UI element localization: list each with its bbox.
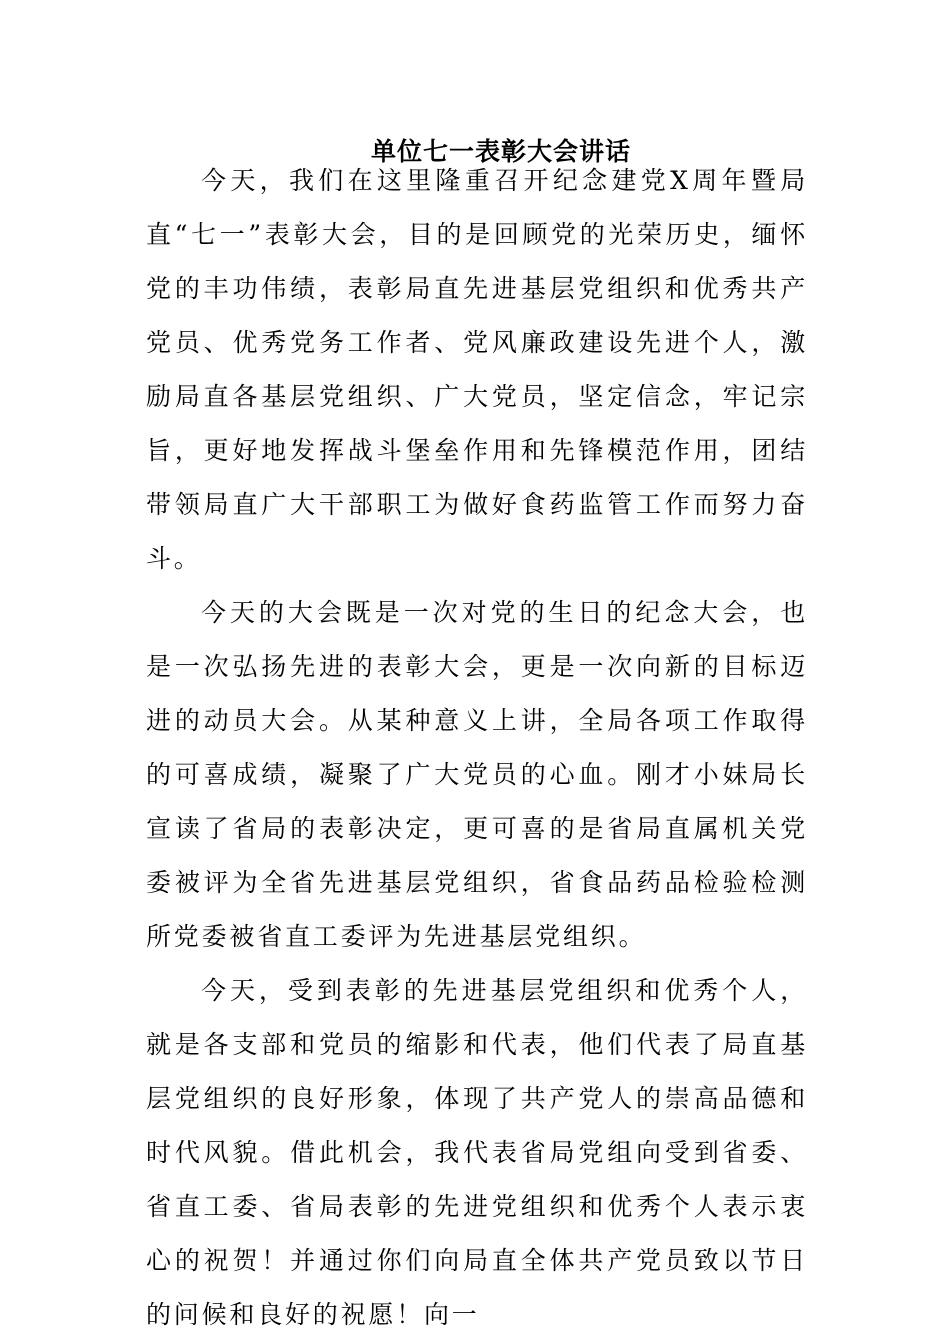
- paragraph: 今天，受到表彰的先进基层党组织和优秀个人，就是各支部和党员的缩影和代表，他们代表了局直基层党组织的良好形象，体现了共产党人的崇高品德和时代风貌。借此机会，我代表省局党组向受到省委、省直工委、省局表彰的先进党组织和优秀个人表示衷心的祝贺！并通过你们向局直全体共产党员致以节日的问候和良好的祝愿！向一: [146, 976, 808, 1329]
- document-title: 单位七一表彰大会讲话: [370, 137, 631, 166]
- paragraph: 今天，我们在这里隆重召开纪念建党X周年暨局直“七一”表彰大会，目的是回顾党的光荣历史，缅怀党的丰功伟绩，表彰局直先进基层党组织和优秀共产党员、优秀党务工作者、党风廉政建设先进个人，激励局直各基层党组织、广大党员，坚定信念，牢记宗旨，更好地发挥战斗堡垒作用和先锋模范作用，团结带领局直广大干部职工为做好食药监管工作而努力奋斗。: [146, 166, 808, 573]
- document-body: [146, 154, 808, 1342]
- paragraph: 今天的大会既是一次对党的生日的纪念大会，也是一次弘扬先进的表彰大会，更是一次向新的目标迈进的动员大会。从某种意义上讲，全局各项工作取得的可喜成绩，凝聚了广大党员的心血。刚才小妹局长宣读了省局的表彰决定，更可喜的是省局直属机关党委被评为全省先进基层党组织，省食品药品检验检测所党委被省直工委评为先进基层党组织。: [146, 598, 808, 951]
